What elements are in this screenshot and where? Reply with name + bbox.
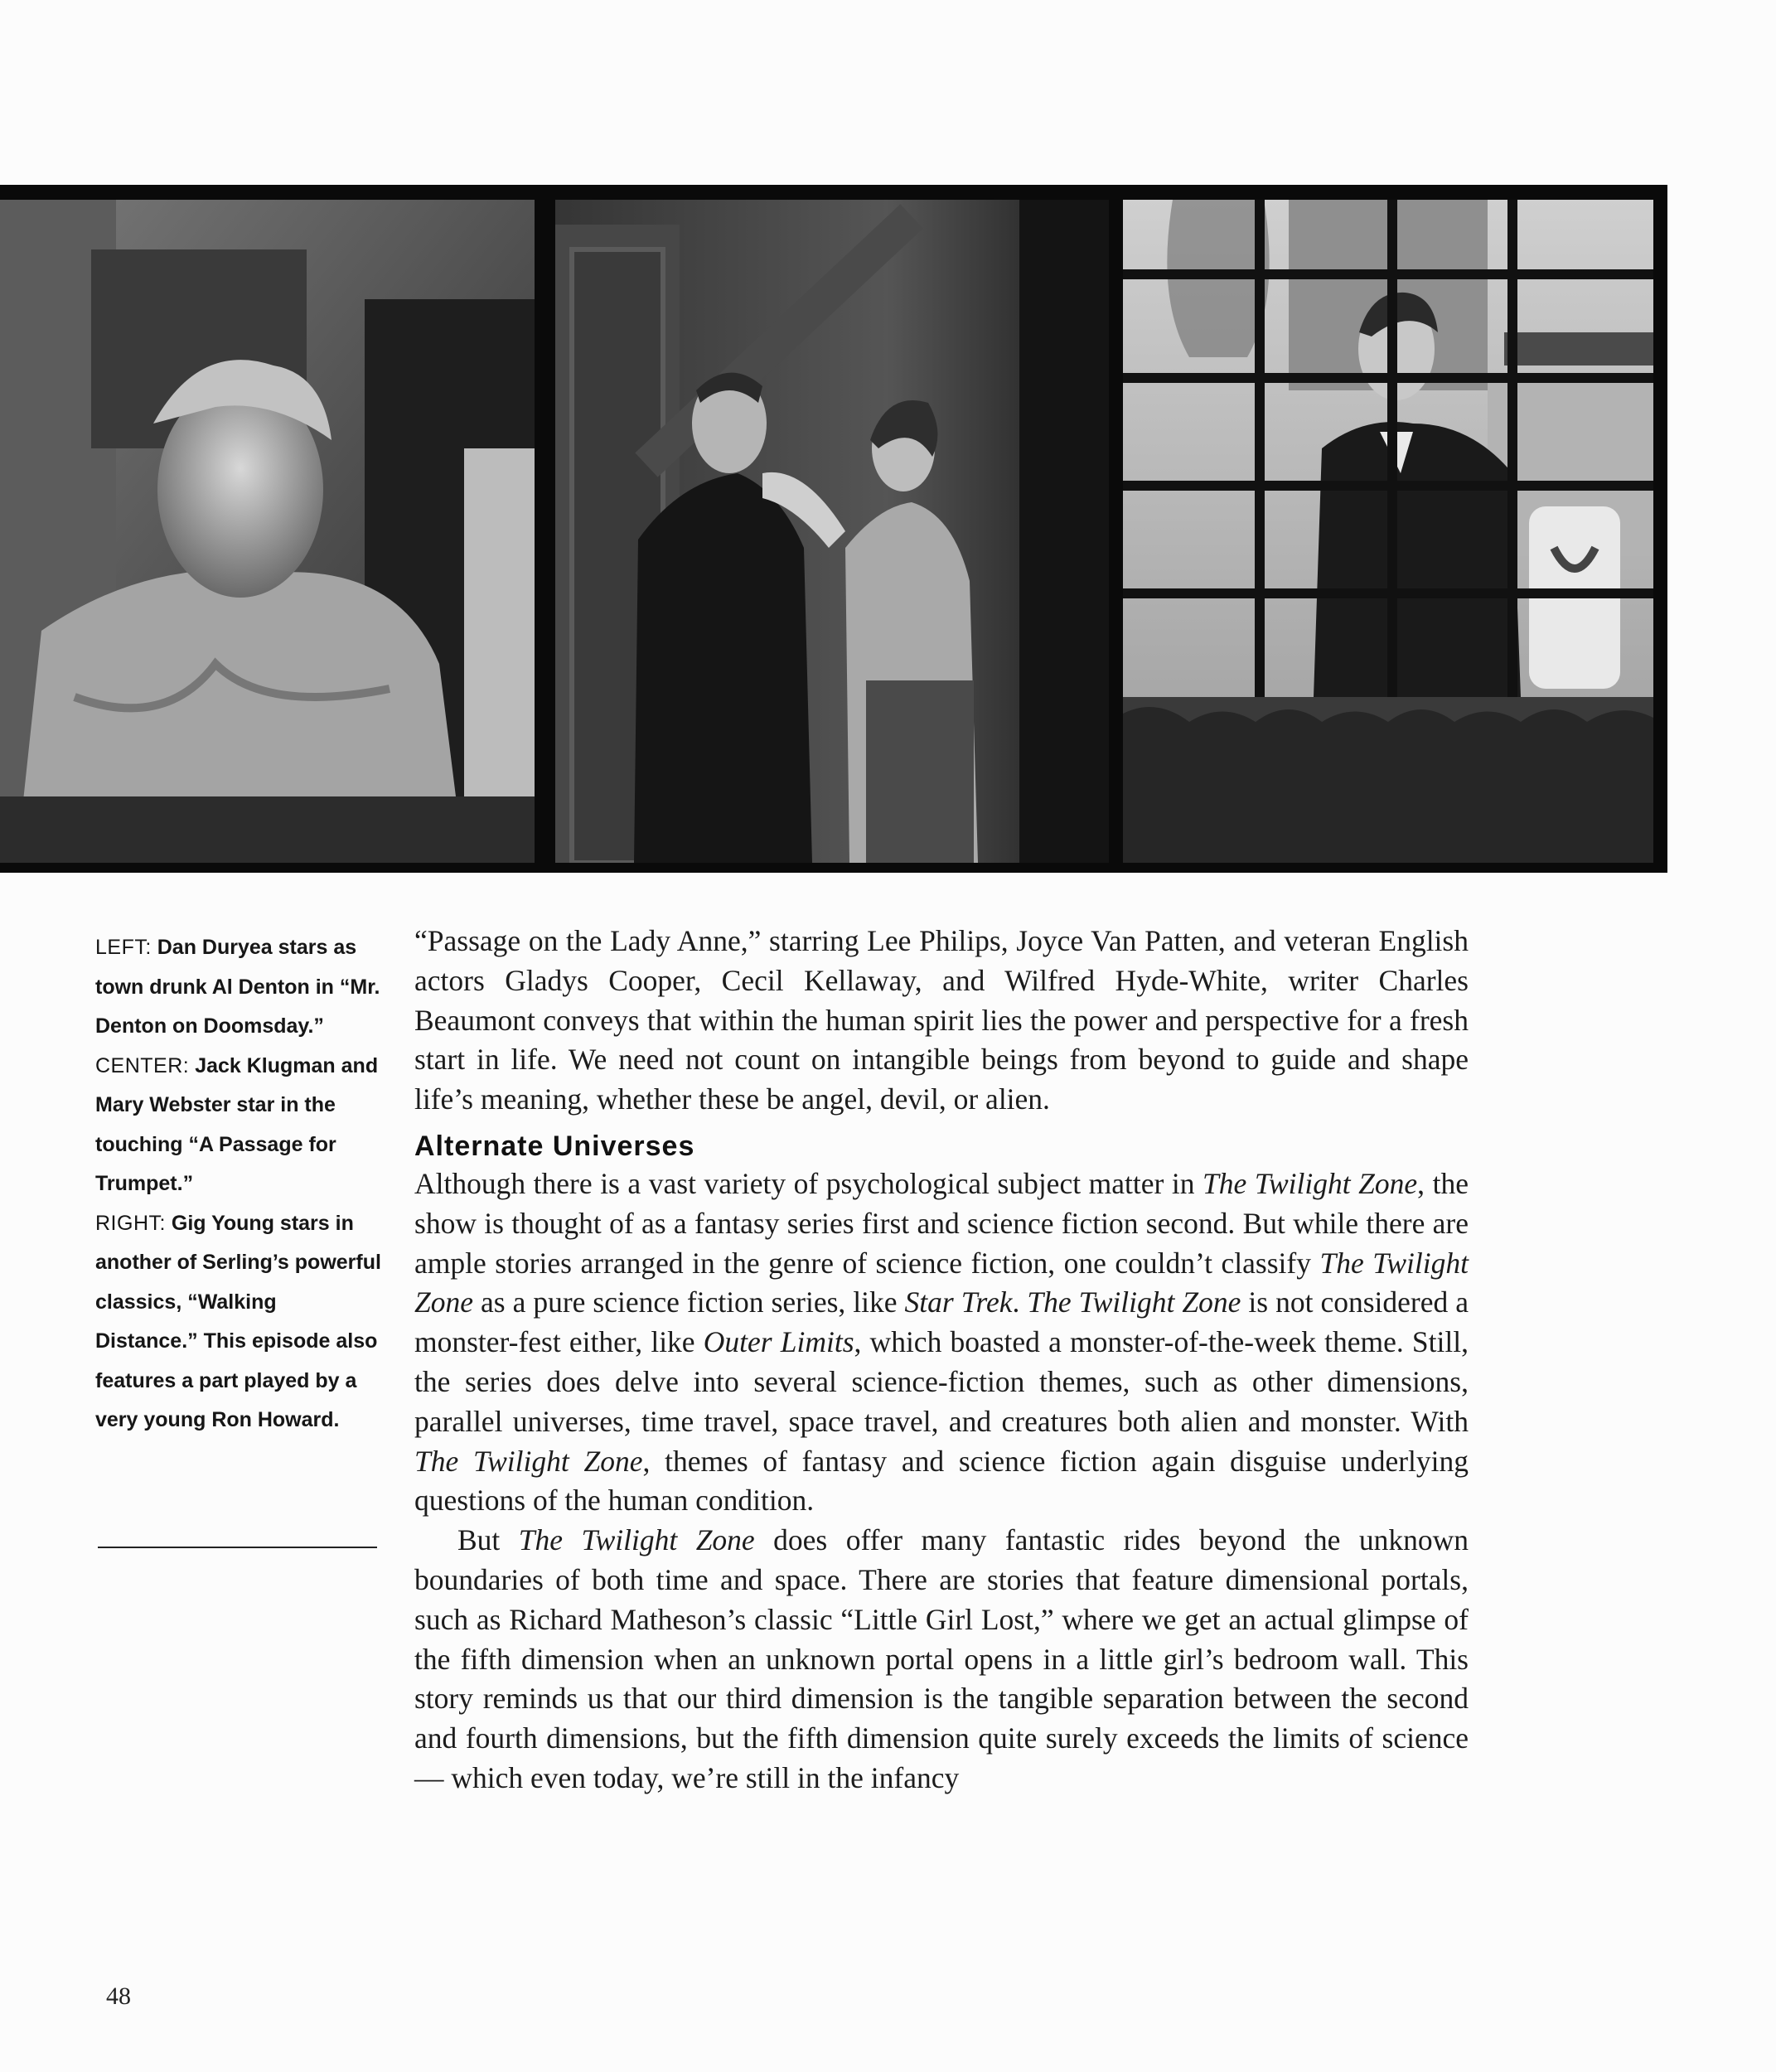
caption-divider <box>98 1547 377 1548</box>
text-run: , themes of fantasy and science fiction again disguise underlying questions of the human condition. <box>414 1444 1469 1518</box>
caption-right <box>95 1204 381 1440</box>
italic-title: The Twilight Zone <box>518 1523 755 1557</box>
caption-center-text: Jack Klugman and Mary Webster star in the touching “A Passage for Trumpet.” <box>95 1053 379 1195</box>
photo-right-gig-young <box>1123 200 1653 863</box>
text-run: is not considered a monster-fest either, like <box>414 1285 1469 1359</box>
text-run: does offer many fantastic rides beyond the unknown boundaries of both time and space. There are stories that feature dimensional portals, such as Richard Matheson’s classic “Little Girl Lost,” where we get an actual glimpse of the fifth dimension when an unknown portal opens in a little girl’s bedroom wall. This story reminds us that our third dimension is the tangible separation between the second and fourth dimensions, but the fifth dimension quite surely exceeds the limits of science — which even today, we’re still in the infancy <box>414 1523 1469 1794</box>
text-run: , which boasted a monster-of-the-week theme. Still, the series does delve into several science-fiction themes, such as other dimensions, parallel universes, time travel, space travel, and creatures both alien and monster. With <box>414 1325 1469 1438</box>
article-body <box>414 922 1469 1798</box>
page-number: 48 <box>106 1982 131 2010</box>
caption-right-tag: RIGHT: <box>95 1211 166 1235</box>
caption-center-tag: CENTER: <box>95 1053 190 1077</box>
caption-left <box>95 928 381 1047</box>
paragraph-2 <box>414 1164 1469 1521</box>
italic-title: Star Trek <box>904 1285 1013 1319</box>
photo-strip <box>0 185 1667 873</box>
italic-title: Outer Limits <box>703 1325 854 1359</box>
italic-title: The Twilight Zone <box>1027 1285 1241 1319</box>
text-run: as a pure science fiction series, like <box>473 1285 905 1319</box>
text-run: But <box>457 1523 519 1557</box>
caption-right-text: Gig Young stars in another of Serling’s powerful classics, “Walking Distance.” This episode also features a part played by a very young Ron Howard. <box>95 1211 381 1431</box>
text-run: , the show is thought of as a fantasy series first and science fiction second. But while there are ample stories arranged in the genre of science fiction, one couldn’t classify <box>414 1166 1469 1280</box>
caption-left-tag: LEFT: <box>95 936 152 959</box>
photo-caption <box>95 928 381 1440</box>
photo-center-jack-klugman-mary-webster <box>555 200 1109 863</box>
italic-title: The Twilight Zone <box>1203 1166 1418 1200</box>
text-run: Although there is a vast variety of psychological subject matter in <box>414 1166 1203 1200</box>
photo-left-dan-duryea <box>0 200 535 863</box>
section-heading: Alternate Universes <box>414 1130 695 1162</box>
paragraph-1: “Passage on the Lady Anne,” starring Lee Philips, Joyce Van Patten, and veteran English actors Gladys Cooper, Cecil Kellaway, and Wilfred Hyde-White, writer Charles Beaumont conveys that within the human spirit lies the power and perspective for a fresh start in life. We need not count on intangible beings from beyond to guide and shape life’s meaning, whether these be angel, devil, or alien. <box>414 924 1469 1116</box>
caption-left-text: Dan Duryea stars as town drunk Al Denton in “Mr. Denton on Doomsday.” <box>95 936 380 1038</box>
caption-center <box>95 1047 381 1204</box>
italic-title: The Twilight Zone <box>414 1444 643 1478</box>
text-run: . <box>1012 1285 1028 1319</box>
paragraph-3 <box>414 1521 1469 1798</box>
italic-title: The Twilight Zone <box>414 1246 1469 1319</box>
